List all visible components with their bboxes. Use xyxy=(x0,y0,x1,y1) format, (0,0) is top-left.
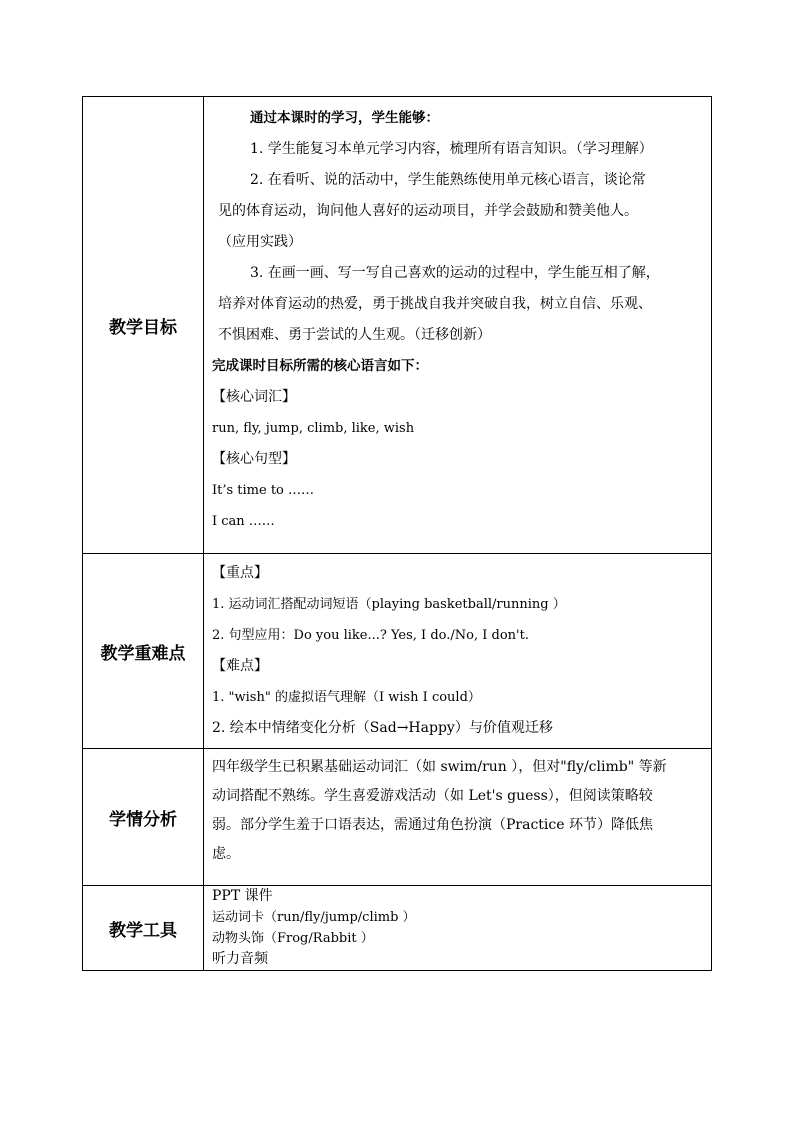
core-language-heading: 完成课时目标所需的核心语言如下： xyxy=(212,358,428,374)
key-points-heading: 【重点】 xyxy=(212,565,268,581)
objective-3-line-1: 3. 在画一画、写一写自己喜欢的运动的过程中，学生能互相了解， xyxy=(250,265,660,281)
lesson-plan-table xyxy=(82,96,712,971)
difficulty-2: 2. 绘本中情绪变化分析（Sad→Happy）与价值观迁移 xyxy=(212,720,553,736)
row-content-teaching-tools xyxy=(204,886,712,971)
analysis-line-1: 四年级学生已积累基础运动词汇（如 swim/run ），但对"fly/climb" 等新 xyxy=(212,759,667,775)
tool-headwear: 动物头饰（Frog/Rabbit ） xyxy=(212,931,374,946)
table-row-key-points xyxy=(83,554,712,749)
objective-1: 1. 学生能复习本单元学习内容，梳理所有语言知识。（学习理解） xyxy=(250,141,653,157)
core-sentence-heading: 【核心句型】 xyxy=(212,451,296,467)
objective-3-line-3: 不惧困难、勇于尝试的人生观。（迁移创新） xyxy=(218,327,491,343)
objective-2-line-1: 2. 在看听、说的活动中，学生能熟练使用单元核心语言，谈论常 xyxy=(250,172,646,188)
objective-2-line-3: （应用实践） xyxy=(218,234,302,250)
difficulty-1: 1. "wish" 的虚拟语气理解（I wish I could） xyxy=(212,690,481,705)
row-label-teaching-tools: 教学工具 xyxy=(83,886,204,971)
analysis-line-3: 弱。部分学生羞于口语表达，需通过角色扮演（Practice 环节）降低焦 xyxy=(212,817,653,833)
row-content-learner-analysis xyxy=(204,749,712,886)
objective-2-line-2: 见的体育运动，询问他人喜好的运动项目，并学会鼓励和赞美他人。 xyxy=(218,203,638,219)
key-point-1: 1. 运动词汇搭配动词短语（playing basketball/running ） xyxy=(212,597,566,612)
row-content-objectives xyxy=(204,97,712,554)
row-content-key-points xyxy=(204,554,712,749)
table-row-teaching-tools xyxy=(83,886,712,971)
key-point-2: 2. 句型应用：Do you like...? Yes, I do./No, I don't. xyxy=(212,628,529,643)
analysis-line-4: 虑。 xyxy=(212,846,240,862)
table-row-learner-analysis xyxy=(83,749,712,886)
difficulties-heading: 【难点】 xyxy=(212,658,268,674)
objective-3-line-2: 培养对体育运动的热爱，勇于挑战自我并突破自我，树立自信、乐观、 xyxy=(218,296,652,312)
table-row-objectives xyxy=(83,97,712,554)
row-label-key-points: 教学重难点 xyxy=(83,554,204,749)
row-label-learner-analysis: 学情分析 xyxy=(83,749,204,886)
analysis-line-2: 动词搭配不熟练。学生喜爱游戏活动（如 Let's guess），但阅读策略较 xyxy=(212,788,653,804)
core-sentence-2: I can …… xyxy=(212,514,275,529)
tool-ppt: PPT 课件 xyxy=(212,888,273,904)
tool-audio: 听力音频 xyxy=(212,951,268,967)
core-sentence-1: It’s time to …… xyxy=(212,483,315,498)
core-vocab-heading: 【核心词汇】 xyxy=(212,389,296,405)
core-vocab-list: run, fly, jump, climb, like, wish xyxy=(212,421,415,436)
tool-word-cards: 运动词卡（run/fly/jump/climb ） xyxy=(212,910,416,925)
objectives-intro: 通过本课时的学习，学生能够： xyxy=(250,110,439,126)
row-label-objectives: 教学目标 xyxy=(83,97,204,554)
